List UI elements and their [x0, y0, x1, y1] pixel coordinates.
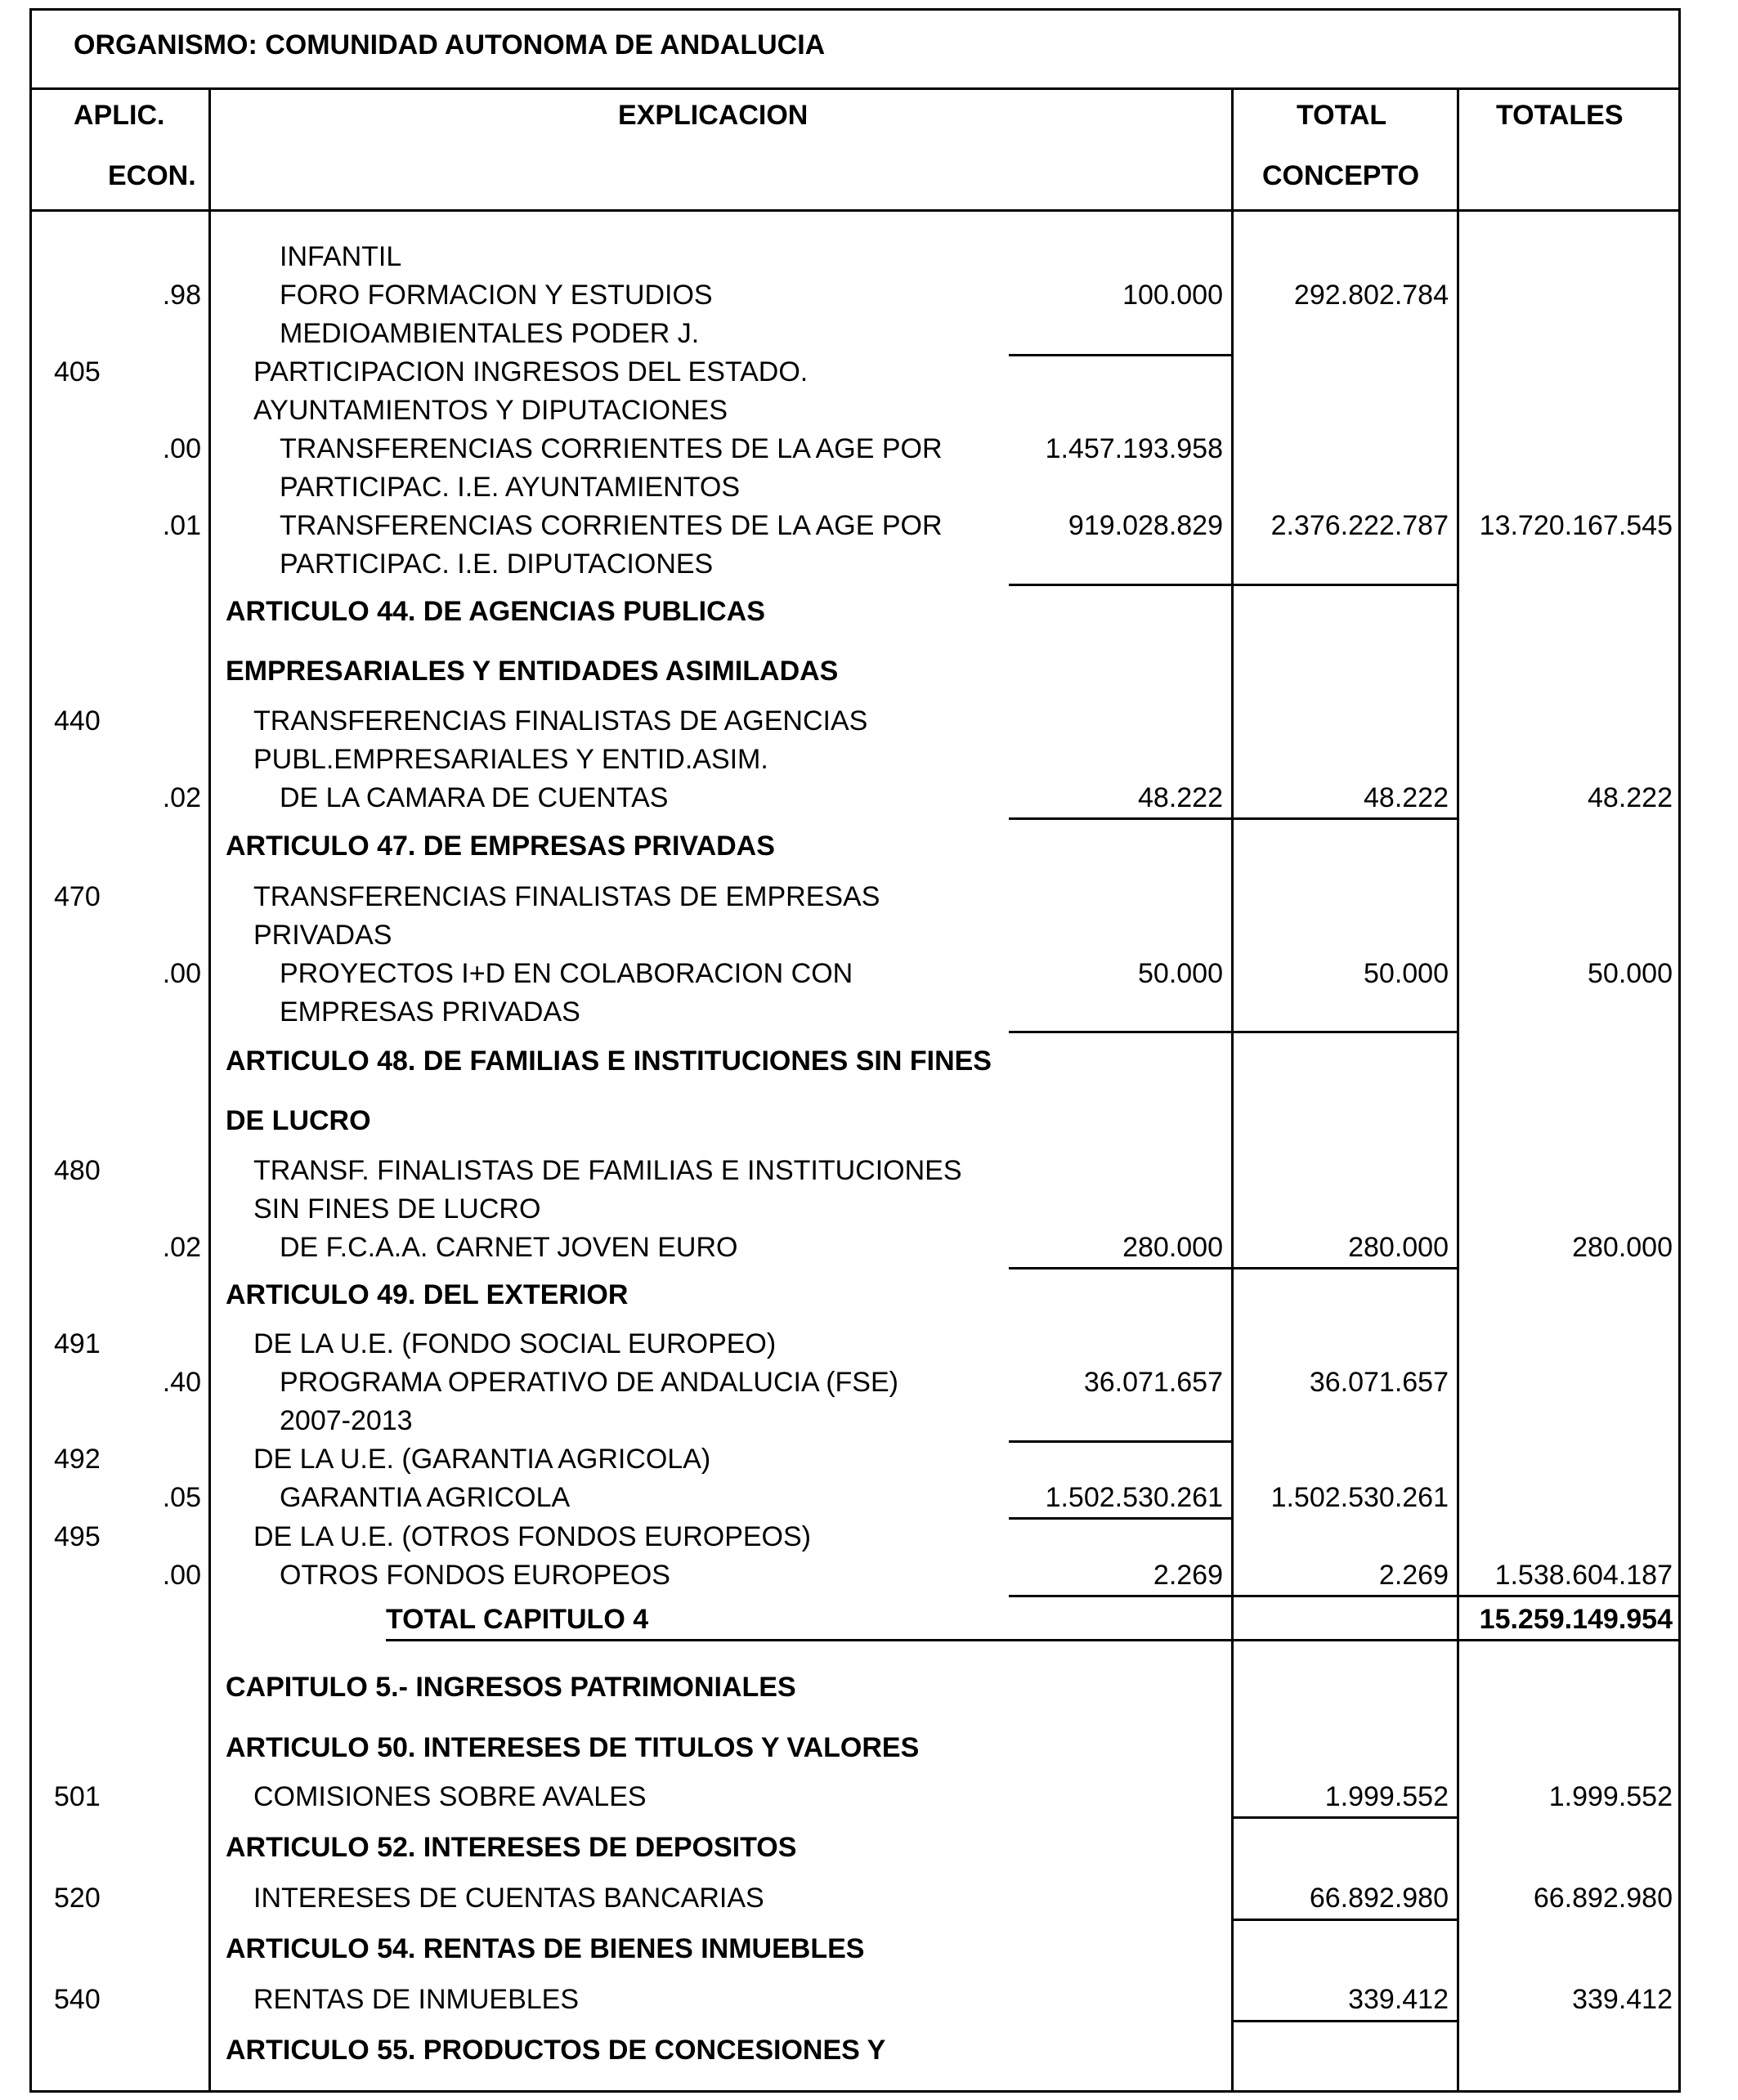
row-text: MEDIOAMBIENTALES PODER J. [280, 318, 700, 349]
row-totales: 339.412 [1572, 1984, 1673, 2015]
row-text: PARTICIPAC. I.E. AYUNTAMIENTOS [280, 472, 740, 503]
row-text: TRANSFERENCIAS CORRIENTES DE LA AGE POR [280, 433, 943, 464]
row-text: TRANSFERENCIAS FINALISTAS DE AGENCIAS [253, 705, 868, 737]
capitulo-heading: CAPITULO 5.- INGRESOS PATRIMONIALES [226, 1672, 796, 1703]
articulo-heading: ARTICULO 44. DE AGENCIAS PUBLICAS [226, 596, 765, 627]
row-amount: 50.000 [1138, 958, 1223, 989]
row-concepto: 280.000 [1348, 1232, 1449, 1263]
column-divider-aplic [208, 87, 211, 2093]
row-totales: 280.000 [1572, 1232, 1673, 1263]
row-code: 520 [54, 1883, 101, 1914]
articulo-heading: ARTICULO 49. DEL EXTERIOR [226, 1279, 629, 1310]
row-code: 492 [54, 1444, 101, 1475]
row-text: GARANTIA AGRICOLA [280, 1482, 571, 1513]
subtotal-rule [1231, 1919, 1459, 1921]
subtotal-rule [1231, 1816, 1459, 1819]
row-amount: 280.000 [1122, 1232, 1223, 1263]
row-text: DE LA U.E. (OTROS FONDOS EUROPEOS) [253, 1521, 811, 1552]
row-text: PROGRAMA OPERATIVO DE ANDALUCIA (FSE) [280, 1367, 898, 1398]
row-amount: 1.457.193.958 [1045, 433, 1223, 464]
articulo-heading: DE LUCRO [226, 1105, 371, 1136]
row-code: .05 [162, 1482, 201, 1513]
subtotal-rule [1009, 817, 1459, 820]
row-code: .01 [162, 510, 201, 541]
row-totales: 1.538.604.187 [1494, 1560, 1673, 1591]
row-amount: 36.071.657 [1083, 1367, 1223, 1398]
row-code: 501 [54, 1781, 101, 1812]
row-text: COMISIONES SOBRE AVALES [253, 1781, 647, 1812]
row-text: DE LA U.E. (GARANTIA AGRICOLA) [253, 1444, 711, 1475]
header-econ: ECON. [108, 160, 196, 191]
row-text: AYUNTAMIENTOS Y DIPUTACIONES [253, 395, 728, 426]
articulo-heading: EMPRESARIALES Y ENTIDADES ASIMILADAS [226, 656, 839, 687]
articulo-heading: ARTICULO 50. INTERESES DE TITULOS Y VALORES [226, 1732, 920, 1763]
header-totales: TOTALES [1496, 100, 1624, 131]
row-amount: 48.222 [1138, 782, 1223, 813]
row-text: TRANSF. FINALISTAS DE FAMILIAS E INSTITUCIONES [253, 1155, 962, 1186]
subtotal-rule [1009, 1517, 1234, 1520]
subtotal-rule [1231, 2020, 1459, 2022]
table-border-right [1678, 8, 1681, 2093]
row-text: DE LA CAMARA DE CUENTAS [280, 782, 669, 813]
row-code: .98 [162, 280, 201, 311]
header-concepto: CONCEPTO [1262, 160, 1420, 191]
articulo-heading: ARTICULO 54. RENTAS DE BIENES INMUEBLES [226, 1933, 865, 1964]
row-code: .00 [162, 433, 201, 464]
row-code: .00 [162, 1560, 201, 1591]
total-rule [386, 1639, 1681, 1641]
row-code: .40 [162, 1367, 201, 1398]
row-code: 540 [54, 1984, 101, 2015]
row-text: FORO FORMACION Y ESTUDIOS [280, 280, 713, 311]
organismo-title: ORGANISMO: COMUNIDAD AUTONOMA DE ANDALUCIA [74, 29, 826, 60]
articulo-heading: ARTICULO 55. PRODUCTOS DE CONCESIONES Y [226, 2035, 886, 2066]
row-concepto: 50.000 [1364, 958, 1449, 989]
row-concepto: 1.502.530.261 [1270, 1482, 1449, 1513]
row-concepto: 48.222 [1364, 782, 1449, 813]
row-text: TRANSFERENCIAS CORRIENTES DE LA AGE POR [280, 510, 943, 541]
total-capitulo-value: 15.259.149.954 [1479, 1604, 1673, 1635]
row-text: TRANSFERENCIAS FINALISTAS DE EMPRESAS [253, 881, 880, 912]
column-divider-explicacion [1231, 87, 1234, 2093]
articulo-heading: ARTICULO 48. DE FAMILIAS E INSTITUCIONES SIN FINES [226, 1046, 992, 1077]
header-explicacion: EXPLICACION [618, 100, 809, 131]
row-text: PARTICIPACION INGRESOS DEL ESTADO. [253, 356, 809, 387]
row-text: INTERESES DE CUENTAS BANCARIAS [253, 1883, 764, 1914]
header-divider [29, 87, 1681, 90]
row-text: 2007-2013 [280, 1405, 413, 1436]
table-border-top [29, 8, 1681, 11]
row-concepto: 2.269 [1378, 1560, 1449, 1591]
row-concepto: 1.999.552 [1324, 1781, 1449, 1812]
column-header-divider [29, 209, 1681, 212]
total-capitulo-label: TOTAL CAPITULO 4 [386, 1604, 649, 1635]
row-concepto: 292.802.784 [1293, 280, 1449, 311]
subtotal-rule [1009, 1267, 1459, 1269]
row-amount: 919.028.829 [1068, 510, 1223, 541]
row-totales: 1.999.552 [1548, 1781, 1673, 1812]
row-totales: 50.000 [1588, 958, 1673, 989]
row-concepto: 36.071.657 [1309, 1367, 1449, 1398]
subtotal-rule [1009, 1595, 1681, 1597]
row-code: .00 [162, 958, 201, 989]
row-concepto: 339.412 [1348, 1984, 1449, 2015]
row-concepto: 66.892.980 [1309, 1883, 1449, 1914]
row-code: 440 [54, 705, 101, 737]
row-totales: 66.892.980 [1533, 1883, 1673, 1914]
row-text: DE LA U.E. (FONDO SOCIAL EUROPEO) [253, 1328, 777, 1359]
row-totales: 48.222 [1588, 782, 1673, 813]
row-text: RENTAS DE INMUEBLES [253, 1984, 580, 2015]
row-text: PUBL.EMPRESARIALES Y ENTID.ASIM. [253, 744, 768, 775]
row-text: PRIVADAS [253, 920, 392, 951]
row-code: .02 [162, 1232, 201, 1263]
table-border-bottom [29, 2090, 1681, 2093]
row-code: 470 [54, 881, 101, 912]
column-divider-concepto [1457, 87, 1459, 2093]
row-amount: 100.000 [1122, 280, 1223, 311]
row-text: DE F.C.A.A. CARNET JOVEN EURO [280, 1232, 738, 1263]
header-total: TOTAL [1297, 100, 1387, 131]
subtotal-rule [1009, 354, 1234, 356]
row-code: 405 [54, 356, 101, 387]
header-aplic: APLIC. [74, 100, 165, 131]
row-text: INFANTIL [280, 241, 402, 272]
subtotal-rule [1009, 1031, 1459, 1033]
subtotal-rule [1009, 584, 1459, 586]
budget-table [29, 8, 1681, 2093]
row-concepto: 2.376.222.787 [1270, 510, 1449, 541]
row-code: .02 [162, 782, 201, 813]
row-text: SIN FINES DE LUCRO [253, 1193, 541, 1225]
row-code: 495 [54, 1521, 101, 1552]
row-code: 480 [54, 1155, 101, 1186]
table-border-left [29, 8, 32, 2093]
articulo-heading: ARTICULO 52. INTERESES DE DEPOSITOS [226, 1832, 797, 1863]
row-amount: 1.502.530.261 [1045, 1482, 1223, 1513]
row-text: OTROS FONDOS EUROPEOS [280, 1560, 670, 1591]
row-text: PARTICIPAC. I.E. DIPUTACIONES [280, 549, 714, 580]
row-text: EMPRESAS PRIVADAS [280, 996, 580, 1028]
row-code: 491 [54, 1328, 101, 1359]
subtotal-rule [1009, 1440, 1234, 1443]
row-text: PROYECTOS I+D EN COLABORACION CON [280, 958, 853, 989]
row-amount: 2.269 [1153, 1560, 1223, 1591]
articulo-heading: ARTICULO 47. DE EMPRESAS PRIVADAS [226, 831, 775, 862]
row-totales: 13.720.167.545 [1479, 510, 1673, 541]
